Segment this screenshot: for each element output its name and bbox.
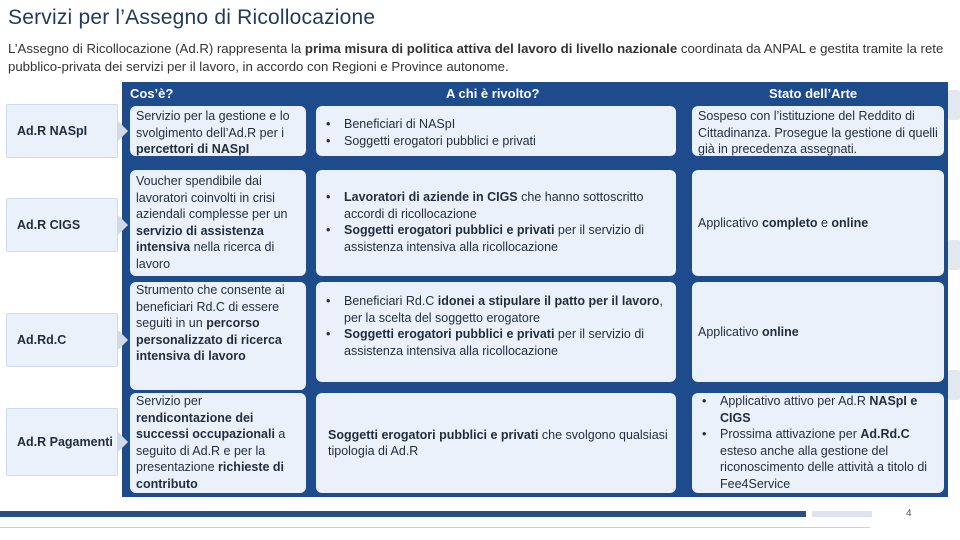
list-item: • Lavoratori di aziende in CIGS che hanno sottoscritto accordi di ricollocazione (322, 189, 670, 222)
header-who: A chi è rivolto? (446, 86, 540, 101)
list-item: • Beneficiari di NASpI (322, 116, 670, 133)
list-item: • Prossima attivazione per Ad.Rd.C esteso anche alla gestione del riconoscimento delle attività a titolo di Fee4Service (698, 426, 938, 492)
cell-status-cigs: Applicativo completo e online (692, 170, 944, 276)
cell-who-naspi (316, 106, 676, 156)
page-number: 4 (906, 508, 912, 519)
cell-what-cigs: Voucher spendibile dai lavoratori coinvolti in crisi aziendali complesse per un servizio di assistenza intensiva nella ricerca di lavoro (130, 170, 306, 276)
row-label-adrdc: Ad.Rd.C (6, 313, 118, 367)
decorative-mark (948, 90, 960, 120)
decorative-mark (948, 370, 960, 400)
header-status: Stato dell’Arte (769, 86, 858, 101)
footer-bar-light (812, 511, 872, 517)
page-title: Servizi per l’Assegno di Ricollocazione (8, 6, 376, 29)
row-arrow (118, 215, 128, 235)
list-item: • Soggetti erogatori pubblici e privati per il servizio di assistenza intensiva alla ricollocazione (322, 326, 670, 359)
cell-who-cigs (316, 170, 676, 276)
row-arrow (118, 432, 128, 452)
row-arrow (118, 330, 128, 350)
cell-status-naspi: Sospeso con l’istituzione del Reddito di Cittadinanza. Prosegue la gestione di quelli già in precedenza assegnati. (692, 106, 944, 156)
cell-who-adrdc (316, 282, 676, 382)
row-label-adr-cigs: Ad.R CIGS (6, 198, 118, 252)
footer-bar (0, 511, 806, 517)
list-item: • Beneficiari Rd.C idonei a stipulare il patto per il lavoro, per la scelta del soggetto erogatore (322, 293, 670, 326)
header-what: Cos’è? (130, 86, 174, 101)
row-label-adr-naspi: Ad.R NASpI (6, 104, 118, 158)
cell-what-naspi: Servizio per la gestione e lo svolgimento dell’Ad.R per i percettori di NASpI (130, 106, 306, 156)
footer-divider (0, 527, 870, 528)
decorative-mark (948, 240, 960, 270)
cell-who-pagamenti: Soggetti erogatori pubblici e privati che svolgono qualsiasi tipologia di Ad.R (316, 393, 676, 493)
intro-text: L’Assegno di Ricollocazione (Ad.R) rappresenta la prima misura di politica attiva del lavoro di livello nazionale coordinata da ANPAL e gestita tramite la rete pubblico-privata dei servizi per il lavoro, in accordo con Regioni e Province autonome. (8, 41, 944, 74)
list-item: • Soggetti erogatori pubblici e privati per il servizio di assistenza intensiva alla ricollocazione (322, 222, 670, 255)
list-item: • Applicativo attivo per Ad.R NASpI e CIGS (698, 393, 938, 426)
row-label-adr-pagamenti: Ad.R Pagamenti (6, 408, 118, 476)
list-item: • Soggetti erogatori pubblici e privati (322, 133, 670, 150)
cell-status-adrdc: Applicativo online (692, 282, 944, 382)
cell-what-pagamenti: Servizio per rendicontazione dei successi occupazionali a seguito di Ad.R e per la presentazione richieste di contributo (130, 393, 306, 493)
cell-what-adrdc: Strumento che consente ai beneficiari Rd.C di essere seguiti in un percorso personalizzato di ricerca intensiva di lavoro (130, 282, 306, 390)
row-arrow (118, 121, 128, 141)
cell-status-pagamenti (692, 393, 944, 493)
